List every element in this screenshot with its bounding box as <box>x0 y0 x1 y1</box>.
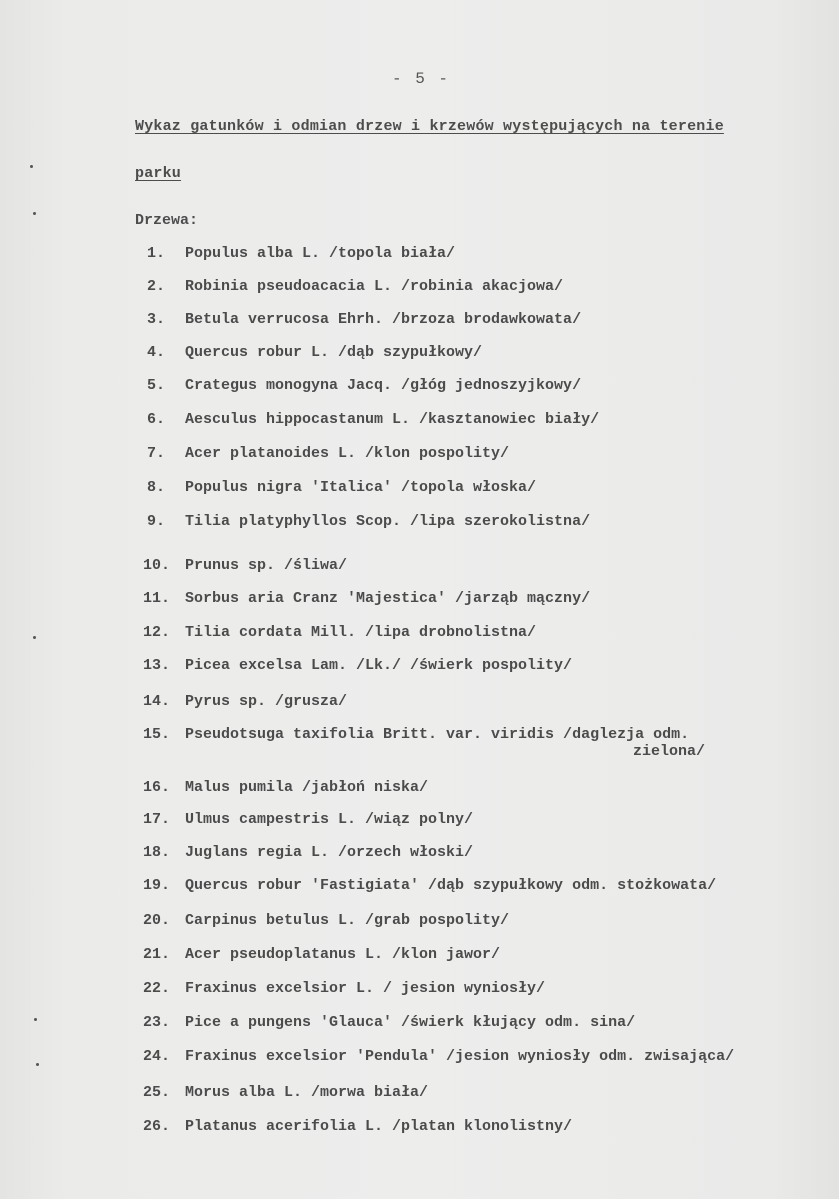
entry-text: Carpinus betulus L. /grab pospolity/ <box>185 912 510 929</box>
entry-text: Robinia pseudoacacia L. /robinia akacjowa/ <box>185 278 564 295</box>
entry-text: Platanus acerifolia L. /platan klonolistny/ <box>185 1118 573 1135</box>
entry-text: Acer pseudoplatanus L. /klon jawor/ <box>185 946 501 963</box>
entry-number: 6. <box>146 411 165 428</box>
entry-text: Tilia platyphyllos Scop. /lipa szerokolistna/ <box>185 513 591 530</box>
entry-text: Malus pumila /jabłoń niska/ <box>185 779 429 796</box>
entry-number: 4. <box>146 344 165 361</box>
entry-text: Quercus robur L. /dąb szypułkowy/ <box>185 344 483 361</box>
entry-number: 5. <box>146 377 165 394</box>
heading-line-2: parku <box>135 165 182 182</box>
margin-speck <box>33 212 36 215</box>
entry-number: 25. <box>142 1084 170 1101</box>
entry-number: 18. <box>142 844 170 861</box>
margin-speck <box>34 1018 37 1021</box>
entry-text: Betula verrucosa Ehrh. /brzoza brodawkowata/ <box>185 311 582 328</box>
entry-text: Aesculus hippocastanum L. /kasztanowiec biały/ <box>185 411 600 428</box>
entry-number: 11. <box>142 590 170 607</box>
entry-text: Fraxinus excelsior L. / jesion wyniosły/ <box>185 980 546 997</box>
entry-number: 20. <box>142 912 170 929</box>
entry-number: 13. <box>142 657 170 674</box>
margin-speck <box>33 636 36 639</box>
entry-number: 26. <box>142 1118 170 1135</box>
entry-number: 14. <box>142 693 170 710</box>
entry-number: 23. <box>142 1014 170 1031</box>
entry-text: Pyrus sp. /grusza/ <box>185 693 348 710</box>
entry-text: Acer platanoides L. /klon pospolity/ <box>185 445 510 462</box>
entry-number: 24. <box>142 1048 170 1065</box>
margin-speck <box>30 165 33 168</box>
entry-text: Populus nigra 'Italica' /topola włoska/ <box>185 479 537 496</box>
entry-continuation: zielona/ <box>633 743 706 760</box>
entry-text: Picea excelsa Lam. /Lk./ /świerk pospolity/ <box>185 657 573 674</box>
entry-number: 3. <box>146 311 165 328</box>
entry-number: 15. <box>142 726 170 743</box>
entry-number: 8. <box>146 479 165 496</box>
entry-text: Pseudotsuga taxifolia Britt. var. viridis /daglezja odm. <box>185 726 690 743</box>
entry-text: Ulmus campestris L. /wiąz polny/ <box>185 811 474 828</box>
list-heading <box>135 118 805 182</box>
entry-number: 22. <box>142 980 170 997</box>
entry-text: Crategus monogyna Jacq. /głóg jednoszyjkowy/ <box>185 377 582 394</box>
entry-number: 10. <box>142 557 170 574</box>
entry-text: Quercus robur 'Fastigiata' /dąb szypułkowy odm. stożkowata/ <box>185 877 717 894</box>
entry-number: 12. <box>142 624 170 641</box>
entry-number: 9. <box>146 513 165 530</box>
section-label-trees: Drzewa: <box>135 212 199 229</box>
entry-number: 7. <box>146 445 165 462</box>
entry-number: 21. <box>142 946 170 963</box>
heading-line-1: Wykaz gatunków i odmian drzew i krzewów występujących na terenie <box>135 118 724 135</box>
entry-number: 1. <box>146 245 165 262</box>
entry-number: 16. <box>142 779 170 796</box>
entry-text: Populus alba L. /topola biała/ <box>185 245 456 262</box>
page-number: - 5 - <box>392 70 451 88</box>
entry-number: 17. <box>142 811 170 828</box>
entry-text: Prunus sp. /śliwa/ <box>185 557 348 574</box>
entry-text: Pice a pungens 'Glauca' /świerk kłujący odm. sina/ <box>185 1014 636 1031</box>
entry-text: Morus alba L. /morwa biała/ <box>185 1084 429 1101</box>
margin-speck <box>36 1063 39 1066</box>
entry-number: 2. <box>146 278 165 295</box>
entry-text: Juglans regia L. /orzech włoski/ <box>185 844 474 861</box>
entry-number: 19. <box>142 877 170 894</box>
entry-text: Tilia cordata Mill. /lipa drobnolistna/ <box>185 624 537 641</box>
entry-text: Sorbus aria Cranz 'Majestica' /jarząb mączny/ <box>185 590 591 607</box>
entry-text: Fraxinus excelsior 'Pendula' /jesion wyniosły odm. zwisająca/ <box>185 1048 735 1065</box>
